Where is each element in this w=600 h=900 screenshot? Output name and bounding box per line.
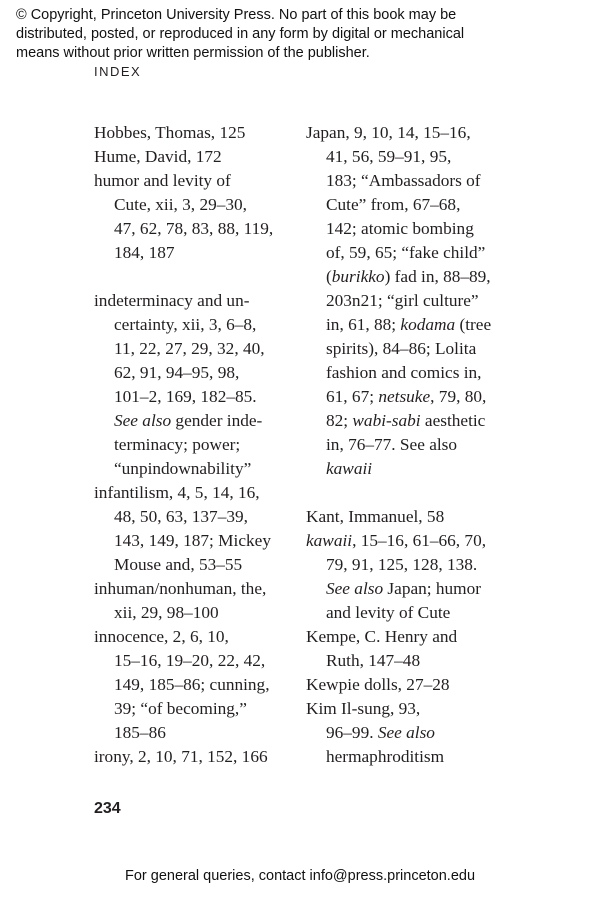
copyright-line: distributed, posted, or reproduced in any form by digital or mechanical (16, 26, 465, 42)
entry-line: 47, 62, 78, 83, 88, 119, (114, 219, 274, 238)
entry-line: 101–2, 169, 182–85. (114, 387, 257, 406)
footer-contact: For general queries, contact info@press.princeton.edu (124, 868, 476, 884)
entry-line: 149, 185–86; cunning, (114, 675, 270, 694)
entry-line: fashion and comics in, (326, 363, 482, 382)
italic-term: See also (326, 579, 384, 598)
italic-term: See also (377, 723, 435, 742)
entry-line: 142; atomic bombing (326, 219, 474, 238)
entry-line: 143, 149, 187; Mickey (114, 531, 271, 550)
index-entry-kawaii (306, 529, 506, 625)
entry-line: 96–99. See also (326, 723, 435, 742)
entry-line: innocence, 2, 6, 10, (94, 627, 229, 646)
italic-term: kodama (400, 315, 456, 334)
entry-line: Cute” from, 67–68, (326, 195, 461, 214)
index-column-left (94, 121, 294, 769)
index-entry-kewpie (306, 673, 506, 697)
entry-line: of, 59, 65; “fake child” (326, 243, 486, 262)
entry-line: infantilism, 4, 5, 14, 16, (94, 483, 260, 502)
entry-line: Cute, xii, 3, 29–30, (114, 195, 247, 214)
entry-line: kawaii, 15–16, 61–66, 70, (306, 531, 487, 550)
entry-line: 39; “of becoming,” (114, 699, 247, 718)
copyright-line: means without prior written permission of the publisher. (16, 45, 370, 61)
entry-line: humor and levity of (94, 171, 231, 190)
entry-line: 183; “Ambassadors of (326, 171, 481, 190)
index-entry-hume (94, 145, 294, 169)
entry-line: 62, 91, 94–95, 98, (114, 363, 240, 382)
index-column-right (306, 121, 506, 769)
entry-line: Kant, Immanuel, 58 (306, 507, 445, 526)
italic-term: kawaii (306, 531, 353, 550)
entry-line: in, 61, 88; kodama (tree (326, 315, 492, 334)
entry-line: 79, 91, 125, 128, 138. (326, 555, 478, 574)
entry-line (306, 457, 506, 481)
entry-line: 48, 50, 63, 137–39, (114, 507, 248, 526)
entry-line: (burikko) fad in, 88–89, (326, 267, 491, 286)
index-entry-humor (94, 169, 294, 265)
entry-line: spirits), 84–86; Lolita (326, 339, 477, 358)
entry-line: 82; wabi-sabi aesthetic (326, 411, 486, 430)
entry-line: 184, 187 (114, 243, 175, 262)
entry-line: Mouse and, 53–55 (114, 555, 243, 574)
italic-term: See also (114, 411, 172, 430)
entry-line: 15–16, 19–20, 22, 42, (114, 651, 266, 670)
index-entry-hobbes (94, 121, 294, 145)
italic-term: netsuke (378, 387, 431, 406)
index-entry-innocence (94, 625, 294, 745)
running-head: INDEX (94, 64, 142, 79)
entry-line: Kewpie dolls, 27–28 (306, 675, 450, 694)
entry-line: 11, 22, 27, 29, 32, 40, (114, 339, 265, 358)
entry-line: xii, 29, 98–100 (114, 603, 219, 622)
entry-line: 185–86 (114, 723, 166, 742)
index-entry-inhuman (94, 577, 294, 625)
entry-line: Kempe, C. Henry and (306, 627, 458, 646)
entry-line: “unpindownability” (114, 459, 252, 478)
entry-line: indeterminacy and un- (94, 291, 250, 310)
copyright-line: © Copyright, Princeton University Press. No part of this book may be (16, 7, 457, 23)
index-entry-infantilism (94, 481, 294, 577)
entry-line: Hobbes, Thomas, 125 (94, 123, 246, 142)
index-entry-kant (306, 505, 506, 529)
entry-line: and levity of Cute (326, 603, 451, 622)
entry-line: See also Japan; humor (326, 579, 482, 598)
entry-line: 203n21; “girl culture” (326, 291, 479, 310)
index-entry-japan (306, 121, 506, 481)
page-number: 234 (94, 800, 121, 817)
entry-line: inhuman/nonhuman, the, (94, 579, 267, 598)
index-entry-kempe (306, 625, 506, 673)
italic-term: wabi-sabi (352, 411, 421, 430)
entry-line: 41, 56, 59–91, 95, (326, 147, 452, 166)
index-entry-kim (306, 697, 506, 769)
entry-line: 61, 67; netsuke, 79, 80, (326, 387, 487, 406)
italic-term: kawaii (326, 459, 373, 478)
entry-line: in, 76–77. See also (326, 435, 458, 454)
entry-line: See also gender inde- (114, 411, 263, 430)
entry-line: irony, 2, 10, 71, 152, 166 (94, 747, 268, 766)
entry-line: certainty, xii, 3, 6–8, (114, 315, 257, 334)
entry-line: Hume, David, 172 (94, 147, 222, 166)
entry-line: Japan, 9, 10, 14, 15–16, (306, 123, 471, 142)
entry-line: hermaphroditism (326, 747, 445, 766)
index-entry-indeterminacy (94, 289, 294, 481)
entry-line: terminacy; power; (114, 435, 241, 454)
copyright-notice (16, 6, 586, 63)
italic-term: burikko (331, 267, 385, 286)
index-entry-irony (94, 745, 294, 769)
entry-line: Ruth, 147–48 (326, 651, 421, 670)
entry-line: Kim Il-sung, 93, (306, 699, 421, 718)
